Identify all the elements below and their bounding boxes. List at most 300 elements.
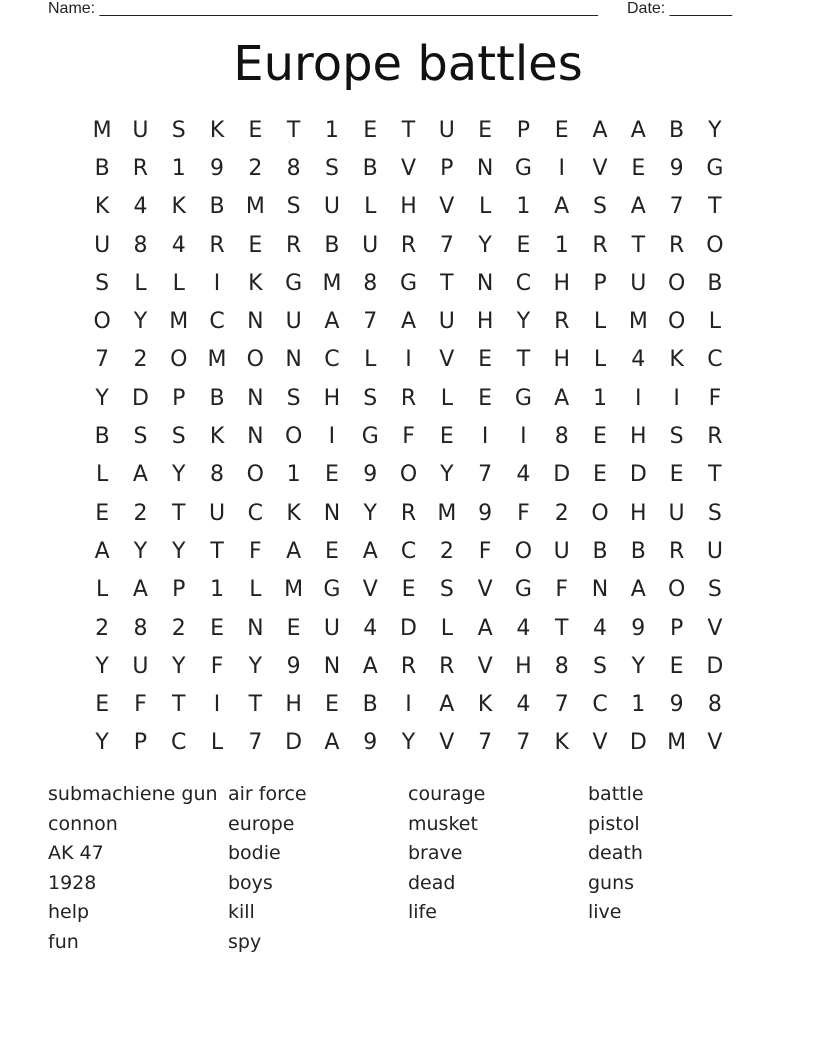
grid-cell: 8 [554, 653, 569, 679]
grid-cell: H [400, 194, 417, 220]
grid-cell: 4 [593, 615, 607, 641]
grid-row [83, 647, 734, 685]
grid-cell: O [284, 424, 303, 450]
grid-cell: 2 [133, 347, 148, 373]
grid-cell: E [631, 155, 646, 181]
grid-cell: D [706, 653, 724, 679]
grid-cell: M [628, 309, 648, 335]
grid-cell: F [555, 577, 569, 603]
grid-cell: 4 [516, 462, 531, 488]
grid-cell: 7 [363, 309, 378, 335]
word-list-item: pistol [588, 812, 640, 835]
grid-cell: H [285, 692, 302, 718]
grid-cell: L [440, 385, 453, 411]
grid-cell: N [247, 385, 264, 411]
grid-cell: O [93, 309, 111, 335]
grid-cell: T [440, 270, 454, 296]
grid-cell: 7 [248, 730, 263, 756]
grid-cell: V [439, 730, 455, 756]
grid-cell: M [169, 309, 189, 335]
grid-cell: V [439, 347, 455, 373]
word-list-item: courage [408, 783, 486, 805]
grid-cell: Y [401, 730, 416, 756]
grid-cell: Y [516, 309, 531, 335]
grid-cell: D [285, 730, 303, 756]
grid-cell: A [324, 730, 340, 756]
grid-cell: R [400, 232, 417, 258]
grid-cell: H [323, 385, 341, 411]
grid-cell: L [172, 270, 185, 296]
grid-cell: U [323, 615, 340, 641]
grid-cell: B [209, 385, 225, 411]
grid-cell: S [439, 577, 454, 603]
grid-cell: O [246, 462, 264, 488]
word-column [408, 780, 588, 957]
grid-cell: D [629, 462, 647, 488]
grid-cell: R [554, 309, 570, 335]
grid-cell: I [481, 424, 489, 450]
grid-cell: K [248, 270, 263, 296]
word-list-item: dead [408, 871, 456, 894]
grid-cell: D [553, 462, 571, 488]
grid-cell: 1 [210, 577, 225, 603]
grid-row [83, 341, 734, 379]
grid-cell: E [286, 615, 301, 641]
grid-cell: 1 [593, 385, 607, 411]
word-list-item: boys [228, 871, 273, 894]
grid-cell: 4 [516, 615, 531, 641]
grid-cell: V [362, 577, 378, 603]
grid-cell: F [134, 692, 147, 718]
grid-cell: R [132, 155, 149, 181]
grid-cell: 7 [439, 232, 454, 258]
word-list-item: live [588, 901, 622, 923]
grid-cell: F [249, 538, 262, 564]
word-list-item: fun [48, 930, 79, 953]
grid-row [83, 417, 734, 455]
grid-cell: G [514, 385, 532, 411]
grid-cell: 9 [631, 615, 646, 641]
grid-cell: G [361, 424, 379, 450]
grid-cell: E [95, 500, 110, 526]
grid-cell: L [593, 347, 607, 373]
grid-cell: S [171, 117, 186, 143]
grid-cell: E [363, 117, 378, 143]
grid-cell: A [362, 538, 378, 564]
grid-cell: I [558, 155, 565, 181]
grid-cell: L [134, 270, 147, 296]
grid-cell: I [405, 347, 412, 373]
grid-cell: B [209, 194, 225, 220]
grid-cell: T [554, 615, 569, 641]
grid-cell: C [247, 500, 264, 526]
grid-cell: O [667, 270, 686, 296]
grid-cell: 2 [554, 500, 569, 526]
grid-cell: A [630, 577, 646, 603]
grid-cell: V [707, 730, 723, 756]
grid-cell: I [328, 424, 336, 450]
grid-cell: M [284, 577, 304, 603]
grid-cell: N [476, 270, 494, 296]
word-list-item: life [408, 901, 437, 923]
grid-cell: Y [363, 500, 377, 526]
grid-cell: P [172, 577, 186, 603]
grid-cell: M [322, 270, 342, 296]
grid-cell: H [515, 653, 532, 679]
grid-cell: A [477, 615, 493, 641]
grid-cell: V [400, 155, 417, 181]
grid-cell: R [707, 424, 723, 450]
grid-cell: T [286, 117, 301, 143]
grid-cell: 2 [171, 615, 186, 641]
grid-cell: 8 [707, 692, 722, 718]
grid-cell: E [439, 424, 454, 450]
grid-cell: C [592, 692, 608, 718]
word-list [48, 780, 768, 957]
grid-cell: Y [478, 232, 492, 258]
grid-cell: F [708, 385, 722, 411]
word-list-item: brave [408, 842, 463, 864]
page-title: Europe battles [233, 36, 583, 92]
grid-cell: Y [172, 538, 186, 564]
grid-cell: T [401, 117, 416, 143]
grid-cell: U [362, 232, 379, 258]
grid-cell: B [94, 424, 110, 450]
grid-cell: E [248, 117, 263, 143]
grid-cell: 4 [516, 692, 531, 718]
grid-cell: B [669, 117, 685, 143]
grid-cell: O [591, 500, 609, 526]
grid-cell: H [553, 347, 570, 373]
grid-cell: U [285, 309, 302, 335]
grid-cell: N [323, 653, 341, 679]
grid-row [83, 456, 734, 494]
grid-cell: D [629, 730, 647, 756]
grid-cell: 9 [478, 500, 493, 526]
grid-row [83, 571, 734, 609]
grid-cell: T [708, 462, 722, 488]
grid-cell: L [96, 462, 109, 488]
grid-cell: H [630, 500, 647, 526]
grid-cell: M [437, 500, 457, 526]
word-list-item: 1928 [48, 871, 97, 894]
grid-cell: M [207, 347, 227, 373]
grid-cell: E [669, 462, 684, 488]
grid-cell: A [554, 385, 570, 411]
grid-cell: R [400, 385, 417, 411]
grid-cell: E [669, 653, 684, 679]
grid-cell: S [171, 424, 186, 450]
grid-cell: M [245, 194, 265, 220]
grid-cell: S [133, 424, 148, 450]
grid-cell: 1 [324, 117, 339, 143]
name-field-label: Name: ________________________________________________________ [48, 0, 598, 17]
grid-cell: A [324, 309, 340, 335]
grid-cell: E [324, 692, 339, 718]
grid-cell: N [323, 500, 341, 526]
grid-cell: T [172, 500, 186, 526]
grid-cell: G [706, 155, 724, 181]
grid-cell: A [630, 117, 646, 143]
grid-cell: K [669, 347, 684, 373]
grid-cell: E [478, 347, 493, 373]
grid-cell: I [213, 270, 221, 296]
grid-cell: 9 [286, 653, 301, 679]
word-list-item: europe [228, 812, 295, 835]
grid-cell: Y [172, 462, 186, 488]
grid-cell: Y [248, 653, 263, 679]
grid-cell: F [517, 500, 530, 526]
grid-cell: 8 [210, 462, 225, 488]
grid-cell: K [477, 692, 493, 718]
grid-cell: N [591, 577, 609, 603]
grid-cell: E [324, 538, 339, 564]
grid-cell: 1 [554, 232, 569, 258]
grid-cell: 8 [554, 424, 569, 450]
grid-cell: O [170, 347, 188, 373]
word-column [48, 780, 228, 957]
grid-cell: K [286, 500, 301, 526]
grid-cell: V [477, 577, 493, 603]
grid-cell: S [593, 653, 607, 679]
word-list-item: air force [228, 783, 307, 805]
grid-cell: F [402, 424, 415, 450]
grid-cell: I [520, 424, 527, 450]
grid-cell: K [171, 194, 186, 220]
grid-cell: A [554, 194, 570, 220]
grid-cell: A [94, 538, 110, 564]
grid-cell: A [132, 577, 148, 603]
grid-cell: A [592, 117, 608, 143]
grid-cell: R [592, 232, 608, 258]
grid-cell: A [132, 462, 148, 488]
grid-cell: 7 [554, 692, 569, 718]
grid-row [83, 226, 734, 264]
grid-cell: P [172, 385, 186, 411]
word-list-item: AK 47 [48, 842, 104, 864]
grid-cell: R [439, 653, 455, 679]
grid-cell: A [630, 194, 646, 220]
grid-row [83, 494, 734, 532]
grid-cell: R [400, 500, 417, 526]
grid-cell: R [400, 653, 417, 679]
grid-cell: C [400, 538, 417, 564]
grid-cell: C [515, 270, 532, 296]
grid-cell: A [362, 653, 378, 679]
grid-cell: Y [95, 385, 109, 411]
grid-cell: 2 [248, 155, 263, 181]
grid-cell: R [285, 232, 302, 258]
grid-cell: Y [133, 538, 148, 564]
grid-cell: C [324, 347, 340, 373]
grid-cell: E [210, 615, 224, 641]
grid-cell: D [131, 385, 149, 411]
date-field-label: Date: _______ [627, 0, 732, 17]
grid-cell: U [208, 500, 226, 526]
grid-cell: B [94, 155, 110, 181]
grid-row [83, 532, 734, 570]
grid-cell: O [514, 538, 533, 564]
grid-cell: P [440, 155, 454, 181]
grid-cell: L [364, 194, 377, 220]
grid-cell: U [132, 117, 149, 143]
grid-cell: S [669, 424, 684, 450]
grid-cell: Y [440, 462, 454, 488]
grid-cell: O [399, 462, 418, 488]
grid-cell: 4 [171, 232, 186, 258]
grid-cell: L [210, 730, 224, 756]
grid-cell: E [324, 462, 339, 488]
grid-cell: N [285, 347, 302, 373]
grid-cell: V [592, 730, 608, 756]
grid-cell: 4 [631, 347, 646, 373]
grid-cell: G [514, 577, 532, 603]
grid-cell: 2 [133, 500, 148, 526]
grid-cell: E [478, 385, 493, 411]
word-list-item: help [48, 901, 90, 923]
grid-cell: N [247, 309, 264, 335]
grid-cell: I [405, 692, 412, 718]
grid-cell: E [516, 232, 531, 258]
grid-row [83, 724, 734, 762]
grid-cell: K [209, 424, 225, 450]
grid-cell: U [438, 117, 455, 143]
grid-cell: L [96, 577, 109, 603]
grid-cell: 7 [669, 194, 684, 220]
grid-cell: Y [95, 730, 109, 756]
word-list-item: battle [588, 783, 644, 805]
grid-cell: B [630, 538, 646, 564]
grid-cell: E [95, 692, 110, 718]
grid-cell: O [246, 347, 264, 373]
word-list-item: guns [588, 871, 635, 894]
grid-cell: 4 [133, 194, 148, 220]
grid-cell: S [286, 194, 301, 220]
grid-cell: Y [133, 309, 148, 335]
grid-cell: 1 [286, 462, 301, 488]
grid-cell: O [667, 577, 686, 603]
grid-cell: G [323, 577, 341, 603]
grid-cell: 9 [363, 730, 378, 756]
grid-cell: Y [172, 653, 186, 679]
grid-cell: K [554, 730, 569, 756]
grid-cell: P [669, 615, 684, 641]
grid-cell: 7 [516, 730, 531, 756]
grid-cell: 1 [516, 194, 531, 220]
grid-cell: 9 [210, 155, 225, 181]
grid-cell: L [708, 309, 722, 335]
grid-cell: T [172, 692, 186, 718]
grid-cell: O [706, 232, 724, 258]
grid-cell: D [400, 615, 417, 641]
grid-cell: 2 [439, 538, 454, 564]
grid-cell: H [553, 270, 570, 296]
grid-cell: H [630, 424, 647, 450]
grid-row [83, 149, 734, 187]
grid-cell: 8 [363, 270, 378, 296]
letter-grid [83, 111, 734, 762]
grid-cell: R [668, 232, 685, 258]
grid-cell: P [133, 730, 148, 756]
grid-row [83, 188, 734, 226]
grid-cell: L [593, 309, 607, 335]
grid-cell: F [478, 538, 492, 564]
grid-cell: 8 [286, 155, 301, 181]
grid-cell: E [593, 462, 607, 488]
grid-cell: 9 [669, 155, 684, 181]
grid-cell: L [364, 347, 377, 373]
word-list-item: connon [48, 812, 118, 835]
grid-cell: S [707, 577, 722, 603]
word-list-item: death [588, 842, 643, 864]
grid-cell: U [323, 194, 340, 220]
grid-cell: B [362, 692, 378, 718]
grid-cell: I [213, 692, 221, 718]
grid-cell: L [478, 194, 492, 220]
grid-cell: Y [631, 653, 646, 679]
grid-cell: F [210, 653, 224, 679]
grid-cell: I [635, 385, 642, 411]
grid-cell: H [476, 309, 494, 335]
grid-cell: U [668, 500, 685, 526]
grid-cell: 2 [95, 615, 110, 641]
word-list-item: spy [228, 930, 262, 953]
grid-cell: N [247, 424, 264, 450]
grid-cell: 9 [669, 692, 684, 718]
grid-cell: K [209, 117, 225, 143]
grid-cell: E [593, 424, 607, 450]
grid-cell: Y [708, 117, 722, 143]
grid-cell: R [209, 232, 225, 258]
grid-cell: A [400, 309, 417, 335]
grid-cell: T [248, 692, 263, 718]
grid-cell: B [707, 270, 723, 296]
grid-cell: 1 [171, 155, 186, 181]
grid-cell: S [95, 270, 110, 296]
word-column [588, 780, 768, 957]
grid-cell: V [707, 615, 723, 641]
grid-cell: T [631, 232, 646, 258]
grid-cell: S [707, 500, 722, 526]
grid-row [83, 302, 734, 340]
grid-cell: S [363, 385, 378, 411]
grid-cell: E [478, 117, 493, 143]
grid-cell: S [593, 194, 607, 220]
grid-cell: C [209, 309, 225, 335]
grid-cell: A [439, 692, 455, 718]
grid-cell: U [94, 232, 111, 258]
grid-cell: L [440, 615, 453, 641]
grid-cell: N [247, 615, 264, 641]
grid-cell: B [362, 155, 378, 181]
grid-cell: B [592, 538, 608, 564]
grid-cell: Y [95, 653, 109, 679]
grid-cell: T [708, 194, 722, 220]
word-list-item: bodie [228, 842, 281, 864]
grid-cell: G [514, 155, 532, 181]
word-list-item: submachiene gun [48, 783, 218, 805]
grid-cell: L [249, 577, 262, 603]
grid-cell: V [439, 194, 455, 220]
grid-cell: M [667, 730, 687, 756]
grid-cell: E [401, 577, 416, 603]
grid-cell: 8 [133, 232, 148, 258]
grid-cell: V [592, 155, 608, 181]
grid-cell: 7 [95, 347, 110, 373]
grid-cell: C [171, 730, 187, 756]
grid-cell: N [476, 155, 494, 181]
grid-cell: I [673, 385, 680, 411]
